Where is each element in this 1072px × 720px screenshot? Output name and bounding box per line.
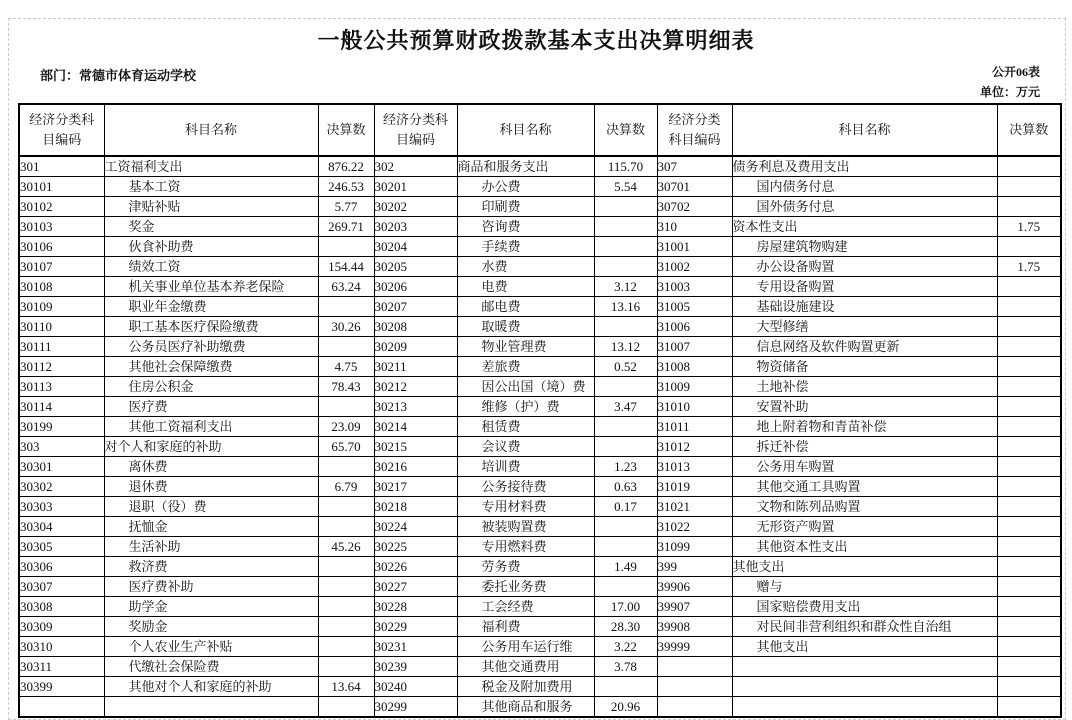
subject-name-cell: 公务员医疗补助缴费 — [104, 337, 318, 357]
subject-name-cell: 会议费 — [457, 437, 594, 457]
amount-cell: 30.26 — [318, 317, 374, 337]
code-cell: 30307 — [19, 577, 104, 597]
subject-name-cell: 赠与 — [732, 577, 997, 597]
amount-cell — [594, 317, 657, 337]
page-title: 一般公共预算财政拨款基本支出决算明细表 — [317, 28, 755, 53]
subject-name-cell: 助学金 — [104, 597, 318, 617]
code-cell: 31099 — [657, 537, 732, 557]
amount-cell — [594, 197, 657, 217]
code-cell: 30101 — [19, 177, 104, 197]
amount-cell — [997, 477, 1061, 497]
amount-cell — [318, 697, 374, 718]
code-cell: 31005 — [657, 297, 732, 317]
subject-name-cell: 其他资本性支出 — [732, 537, 997, 557]
code-cell: 30309 — [19, 617, 104, 637]
amount-cell: 5.54 — [594, 177, 657, 197]
subject-name-cell: 公务用车运行维 — [457, 637, 594, 657]
subject-name-cell: 职业年金缴费 — [104, 297, 318, 317]
amount-cell — [997, 397, 1061, 417]
subject-name-cell: 房屋建筑物购建 — [732, 237, 997, 257]
amount-cell — [997, 517, 1061, 537]
code-cell: 30112 — [19, 357, 104, 377]
subject-name-cell: 专用燃料费 — [457, 537, 594, 557]
code-cell: 30225 — [374, 537, 457, 557]
code-cell: 30209 — [374, 337, 457, 357]
subject-name-cell: 其他交通费用 — [457, 657, 594, 677]
code-cell: 30207 — [374, 297, 457, 317]
subject-name-cell: 地上附着物和青苗补偿 — [732, 417, 997, 437]
code-cell: 30106 — [19, 237, 104, 257]
subject-name-cell: 债务利息及费用支出 — [732, 156, 997, 177]
subject-name-cell: 其他工资福利支出 — [104, 417, 318, 437]
amount-cell: 1.49 — [594, 557, 657, 577]
code-cell — [19, 697, 104, 718]
subject-name-cell: 对个人和家庭的补助 — [104, 437, 318, 457]
unit-label: 单位：万元 — [979, 85, 1040, 99]
subject-name-cell: 租赁费 — [457, 417, 594, 437]
amount-cell — [318, 577, 374, 597]
code-cell: 30216 — [374, 457, 457, 477]
amount-cell — [997, 617, 1061, 637]
amount-cell: 1.75 — [997, 257, 1061, 277]
amount-cell — [997, 597, 1061, 617]
code-cell: 30306 — [19, 557, 104, 577]
table-row — [19, 337, 1061, 357]
subject-name-cell: 无形资产购置 — [732, 517, 997, 537]
code-cell: 30302 — [19, 477, 104, 497]
subject-name-cell: 奖励金 — [104, 617, 318, 637]
subject-name-cell: 税金及附加费用 — [457, 677, 594, 697]
amount-cell — [997, 577, 1061, 597]
amount-cell: 65.70 — [318, 437, 374, 457]
table-row — [19, 177, 1061, 197]
amount-cell — [997, 377, 1061, 397]
subject-name-cell: 培训费 — [457, 457, 594, 477]
table-row — [19, 657, 1061, 677]
subject-name-cell: 委托业务费 — [457, 577, 594, 597]
amount-cell — [997, 177, 1061, 197]
amount-cell — [318, 517, 374, 537]
code-cell: 30203 — [374, 217, 457, 237]
table-number-label: 公开06表 — [991, 65, 1040, 79]
subject-name-cell: 专用设备购置 — [732, 277, 997, 297]
code-cell: 31006 — [657, 317, 732, 337]
table-row — [19, 597, 1061, 617]
code-cell: 31001 — [657, 237, 732, 257]
code-cell: 30113 — [19, 377, 104, 397]
table-row — [19, 277, 1061, 297]
amount-cell: 246.53 — [318, 177, 374, 197]
amount-cell — [594, 517, 657, 537]
code-cell: 39906 — [657, 577, 732, 597]
amount-cell — [594, 237, 657, 257]
subject-name-cell: 差旅费 — [457, 357, 594, 377]
table-row — [19, 457, 1061, 477]
subject-name-cell: 福利费 — [457, 617, 594, 637]
table-row — [19, 437, 1061, 457]
code-cell — [657, 697, 732, 718]
amount-cell: 3.47 — [594, 397, 657, 417]
amount-cell — [318, 557, 374, 577]
code-cell: 31008 — [657, 357, 732, 377]
subject-name-cell: 其他支出 — [732, 637, 997, 657]
subject-name-cell: 津贴补贴 — [104, 197, 318, 217]
subject-name-cell: 土地补偿 — [732, 377, 997, 397]
amount-cell: 3.78 — [594, 657, 657, 677]
code-cell: 30226 — [374, 557, 457, 577]
department-label: 部门：常德市体育运动学校 — [40, 68, 197, 83]
subject-name-cell: 维修（护）费 — [457, 397, 594, 417]
code-cell: 30205 — [374, 257, 457, 277]
code-cell: 31010 — [657, 397, 732, 417]
subject-name-cell: 离休费 — [104, 457, 318, 477]
amount-cell — [594, 537, 657, 557]
code-cell — [657, 657, 732, 677]
code-cell: 30103 — [19, 217, 104, 237]
amount-cell — [997, 677, 1061, 697]
header-row — [19, 104, 1061, 156]
subject-name-cell: 对民间非营利组织和群众性自治组 — [732, 617, 997, 637]
subject-name-cell: 办公设备购置 — [732, 257, 997, 277]
subject-name-cell: 资本性支出 — [732, 217, 997, 237]
code-cell: 39908 — [657, 617, 732, 637]
table-row — [19, 197, 1061, 217]
subject-name-cell: 救济费 — [104, 557, 318, 577]
subject-name-cell: 被装购置费 — [457, 517, 594, 537]
code-cell: 30301 — [19, 457, 104, 477]
code-cell: 30311 — [19, 657, 104, 677]
amount-cell: 0.17 — [594, 497, 657, 517]
amount-cell: 78.43 — [318, 377, 374, 397]
subject-name-cell: 工资福利支出 — [104, 156, 318, 177]
amount-cell: 13.64 — [318, 677, 374, 697]
code-cell: 30110 — [19, 317, 104, 337]
subject-name-cell: 生活补助 — [104, 537, 318, 557]
amount-cell: 3.12 — [594, 277, 657, 297]
table-body — [19, 156, 1061, 717]
code-cell — [657, 677, 732, 697]
code-cell: 30199 — [19, 417, 104, 437]
table-row — [19, 377, 1061, 397]
header-amount-cell: 决算数 — [594, 104, 657, 156]
code-cell: 30240 — [374, 677, 457, 697]
subject-name-cell: 信息网络及软件购置更新 — [732, 337, 997, 357]
subject-name-cell: 物业管理费 — [457, 337, 594, 357]
table-row — [19, 557, 1061, 577]
amount-cell — [318, 597, 374, 617]
subject-name-cell: 安置补助 — [732, 397, 997, 417]
amount-cell: 3.22 — [594, 637, 657, 657]
code-cell: 301 — [19, 156, 104, 177]
code-cell: 31022 — [657, 517, 732, 537]
amount-cell: 115.70 — [594, 156, 657, 177]
subject-name-cell: 奖金 — [104, 217, 318, 237]
amount-cell — [997, 417, 1061, 437]
subject-name-cell: 国家赔偿费用支出 — [732, 597, 997, 617]
subject-name-cell: 基本工资 — [104, 177, 318, 197]
amount-cell: 20.96 — [594, 697, 657, 718]
code-cell: 39907 — [657, 597, 732, 617]
subject-name-cell: 咨询费 — [457, 217, 594, 237]
subject-name-cell: 取暖费 — [457, 317, 594, 337]
code-cell: 30229 — [374, 617, 457, 637]
code-cell: 30701 — [657, 177, 732, 197]
code-cell: 30224 — [374, 517, 457, 537]
amount-cell: 6.79 — [318, 477, 374, 497]
subject-name-cell: 水费 — [457, 257, 594, 277]
subject-name-cell: 劳务费 — [457, 557, 594, 577]
amount-cell — [997, 337, 1061, 357]
table-row — [19, 477, 1061, 497]
amount-cell — [997, 277, 1061, 297]
amount-cell: 13.16 — [594, 297, 657, 317]
header-code-cell: 经济分类科目编码 — [19, 104, 104, 156]
table-row — [19, 417, 1061, 437]
subject-name-cell: 因公出国（境）费 — [457, 377, 594, 397]
amount-cell — [318, 297, 374, 317]
table-row — [19, 297, 1061, 317]
subject-name-cell: 其他支出 — [732, 557, 997, 577]
code-cell: 30109 — [19, 297, 104, 317]
amount-cell — [997, 297, 1061, 317]
table-row — [19, 617, 1061, 637]
table-row — [19, 517, 1061, 537]
subject-name-cell: 其他商品和服务 — [457, 697, 594, 718]
code-cell: 30217 — [374, 477, 457, 497]
header-name-cell: 科目名称 — [457, 104, 594, 156]
code-cell: 31019 — [657, 477, 732, 497]
header-amount-cell: 决算数 — [997, 104, 1061, 156]
subject-name-cell: 办公费 — [457, 177, 594, 197]
header-code-cell: 经济分类科目编码 — [657, 104, 732, 156]
amount-cell — [318, 497, 374, 517]
table-row — [19, 257, 1061, 277]
header-code-cell: 经济分类科目编码 — [374, 104, 457, 156]
subject-name-cell: 拆迁补偿 — [732, 437, 997, 457]
amount-cell: 17.00 — [594, 597, 657, 617]
code-cell: 30310 — [19, 637, 104, 657]
code-cell: 30208 — [374, 317, 457, 337]
amount-cell — [997, 457, 1061, 477]
amount-cell — [318, 397, 374, 417]
code-cell: 31003 — [657, 277, 732, 297]
table-row — [19, 217, 1061, 237]
amount-cell — [997, 557, 1061, 577]
subject-name-cell: 其他社会保障缴费 — [104, 357, 318, 377]
code-cell: 30305 — [19, 537, 104, 557]
subject-name-cell: 机关事业单位基本养老保险 — [104, 277, 318, 297]
code-cell: 30201 — [374, 177, 457, 197]
amount-cell: 13.12 — [594, 337, 657, 357]
table-row — [19, 397, 1061, 417]
code-cell: 30202 — [374, 197, 457, 217]
subject-name-cell — [104, 697, 318, 718]
table-row — [19, 497, 1061, 517]
table-header — [19, 104, 1061, 156]
code-cell: 30399 — [19, 677, 104, 697]
subject-name-cell: 大型修缮 — [732, 317, 997, 337]
code-cell: 30299 — [374, 697, 457, 718]
amount-cell — [997, 537, 1061, 557]
amount-cell — [594, 377, 657, 397]
subject-name-cell: 绩效工资 — [104, 257, 318, 277]
code-cell: 31009 — [657, 377, 732, 397]
subject-name-cell: 邮电费 — [457, 297, 594, 317]
subject-name-cell: 工会经费 — [457, 597, 594, 617]
subject-name-cell — [732, 697, 997, 718]
amount-cell: 1.23 — [594, 457, 657, 477]
subject-name-cell: 代缴社会保险费 — [104, 657, 318, 677]
amount-cell: 0.63 — [594, 477, 657, 497]
amount-cell — [318, 237, 374, 257]
code-cell: 30114 — [19, 397, 104, 417]
subject-name-cell: 基础设施建设 — [732, 297, 997, 317]
code-cell: 30102 — [19, 197, 104, 217]
amount-cell — [594, 217, 657, 237]
table-row — [19, 357, 1061, 377]
subject-name-cell: 其他对个人和家庭的补助 — [104, 677, 318, 697]
code-cell: 30213 — [374, 397, 457, 417]
amount-cell: 876.22 — [318, 156, 374, 177]
table-row — [19, 317, 1061, 337]
amount-cell: 63.24 — [318, 277, 374, 297]
subject-name-cell: 其他交通工具购置 — [732, 477, 997, 497]
code-cell: 30107 — [19, 257, 104, 277]
subject-name-cell: 文物和陈列品购置 — [732, 497, 997, 517]
amount-cell — [997, 357, 1061, 377]
code-cell: 31007 — [657, 337, 732, 357]
code-cell: 30702 — [657, 197, 732, 217]
amount-cell — [594, 577, 657, 597]
code-cell: 39999 — [657, 637, 732, 657]
subject-name-cell: 物资储备 — [732, 357, 997, 377]
code-cell: 30304 — [19, 517, 104, 537]
amount-cell — [997, 657, 1061, 677]
header-name-cell: 科目名称 — [104, 104, 318, 156]
amount-cell: 269.71 — [318, 217, 374, 237]
code-cell: 31012 — [657, 437, 732, 457]
subject-name-cell: 伙食补助费 — [104, 237, 318, 257]
table-row — [19, 637, 1061, 657]
code-cell: 30211 — [374, 357, 457, 377]
code-cell: 30206 — [374, 277, 457, 297]
code-cell: 30204 — [374, 237, 457, 257]
code-cell: 30227 — [374, 577, 457, 597]
header-amount-cell: 决算数 — [318, 104, 374, 156]
table-row — [19, 697, 1061, 718]
amount-cell: 1.75 — [997, 217, 1061, 237]
amount-cell — [594, 437, 657, 457]
subject-name-cell: 医疗费补助 — [104, 577, 318, 597]
amount-cell: 28.30 — [594, 617, 657, 637]
amount-cell — [997, 437, 1061, 457]
subject-name-cell: 国外债务付息 — [732, 197, 997, 217]
subject-name-cell: 专用材料费 — [457, 497, 594, 517]
amount-cell — [997, 237, 1061, 257]
subject-name-cell: 退职（役）费 — [104, 497, 318, 517]
expenditure-detail-table — [18, 103, 1062, 718]
code-cell: 302 — [374, 156, 457, 177]
code-cell: 303 — [19, 437, 104, 457]
code-cell: 30228 — [374, 597, 457, 617]
code-cell: 31021 — [657, 497, 732, 517]
code-cell: 30111 — [19, 337, 104, 357]
amount-cell: 0.52 — [594, 357, 657, 377]
subject-name-cell: 退休费 — [104, 477, 318, 497]
code-cell: 30108 — [19, 277, 104, 297]
code-cell: 30303 — [19, 497, 104, 517]
code-cell: 31013 — [657, 457, 732, 477]
subject-name-cell — [732, 677, 997, 697]
subject-name-cell: 印刷费 — [457, 197, 594, 217]
subject-name-cell — [732, 657, 997, 677]
subject-name-cell: 抚恤金 — [104, 517, 318, 537]
amount-cell: 45.26 — [318, 537, 374, 557]
table-row — [19, 537, 1061, 557]
subject-name-cell: 医疗费 — [104, 397, 318, 417]
amount-cell — [594, 417, 657, 437]
subject-name-cell: 住房公积金 — [104, 377, 318, 397]
amount-cell — [318, 657, 374, 677]
amount-cell — [318, 337, 374, 357]
code-cell: 30231 — [374, 637, 457, 657]
code-cell: 31002 — [657, 257, 732, 277]
amount-cell — [997, 637, 1061, 657]
table-row — [19, 677, 1061, 697]
subject-name-cell: 商品和服务支出 — [457, 156, 594, 177]
amount-cell: 154.44 — [318, 257, 374, 277]
amount-cell — [318, 457, 374, 477]
amount-cell — [594, 257, 657, 277]
amount-cell: 5.77 — [318, 197, 374, 217]
table-row — [19, 237, 1061, 257]
code-cell: 30308 — [19, 597, 104, 617]
code-cell: 30215 — [374, 437, 457, 457]
amount-cell — [997, 197, 1061, 217]
code-cell: 399 — [657, 557, 732, 577]
code-cell: 30214 — [374, 417, 457, 437]
code-cell: 31011 — [657, 417, 732, 437]
code-cell: 30239 — [374, 657, 457, 677]
code-cell: 30218 — [374, 497, 457, 517]
code-cell: 30212 — [374, 377, 457, 397]
table-row — [19, 577, 1061, 597]
amount-cell — [318, 637, 374, 657]
amount-cell — [997, 317, 1061, 337]
subject-name-cell: 手续费 — [457, 237, 594, 257]
amount-cell — [594, 677, 657, 697]
subject-name-cell: 个人农业生产补贴 — [104, 637, 318, 657]
amount-cell: 4.75 — [318, 357, 374, 377]
amount-cell — [318, 617, 374, 637]
subject-name-cell: 公务用车购置 — [732, 457, 997, 477]
amount-cell: 23.09 — [318, 417, 374, 437]
amount-cell — [997, 697, 1061, 718]
header-name-cell: 科目名称 — [732, 104, 997, 156]
subject-name-cell: 职工基本医疗保险缴费 — [104, 317, 318, 337]
code-cell: 310 — [657, 217, 732, 237]
subject-name-cell: 国内债务付息 — [732, 177, 997, 197]
subject-name-cell: 公务接待费 — [457, 477, 594, 497]
table-row — [19, 156, 1061, 177]
amount-cell — [997, 497, 1061, 517]
subject-name-cell: 电费 — [457, 277, 594, 297]
code-cell: 307 — [657, 156, 732, 177]
amount-cell — [997, 156, 1061, 177]
